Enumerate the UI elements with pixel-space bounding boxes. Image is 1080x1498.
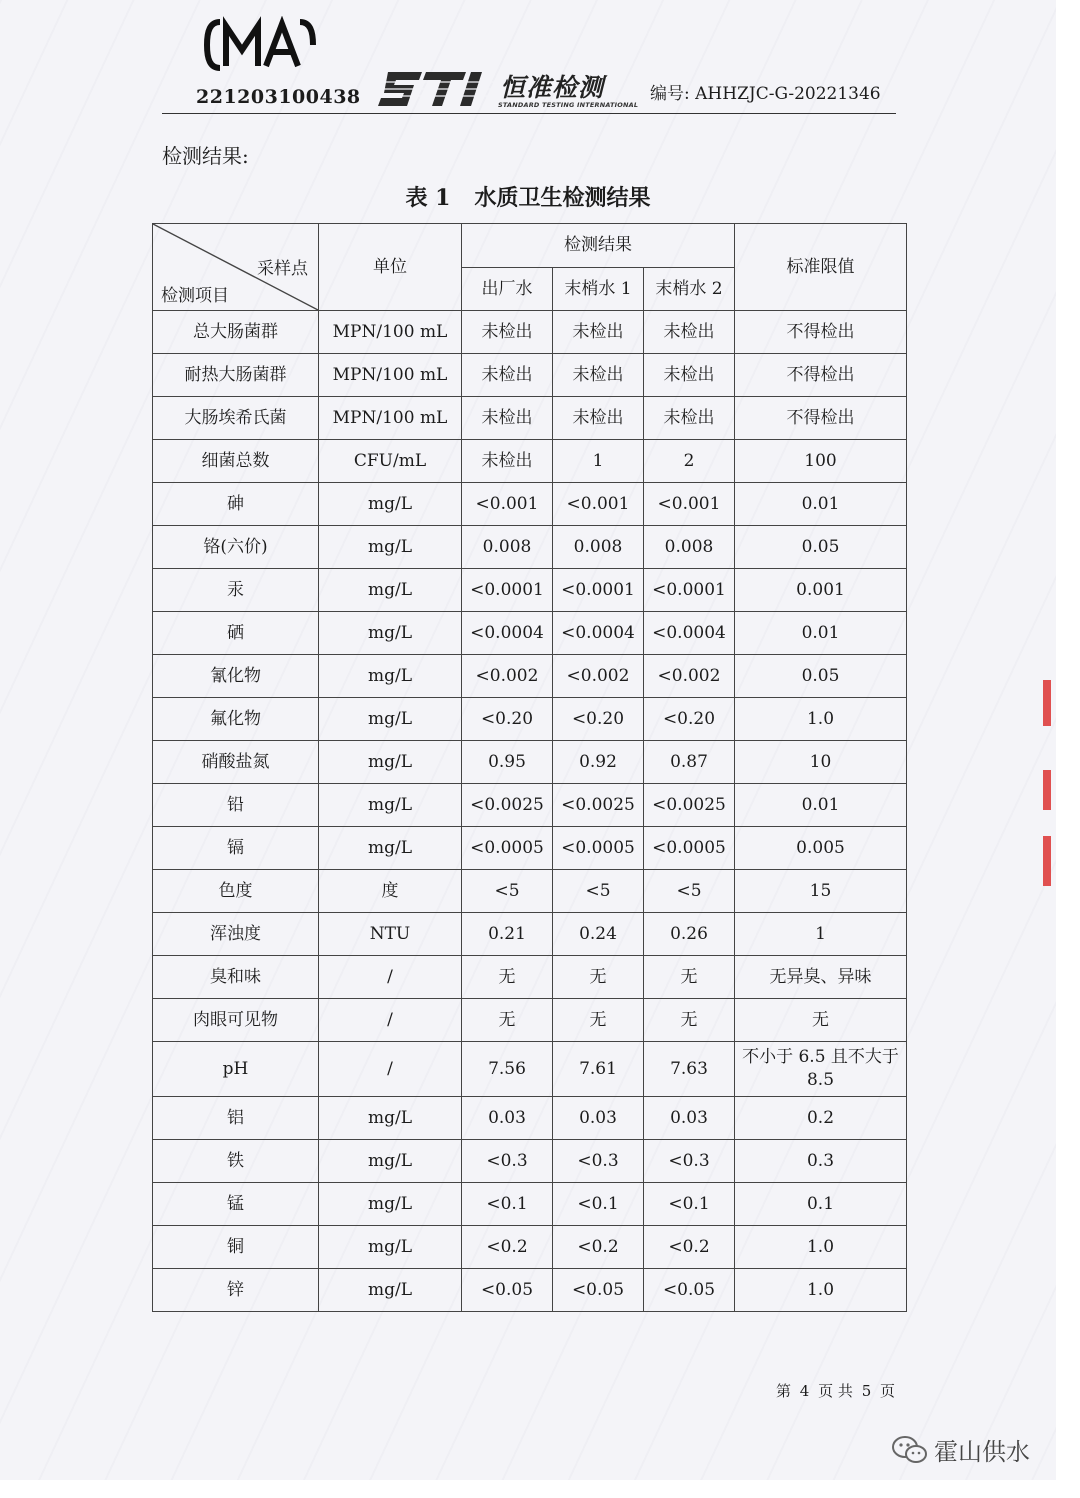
row-item: 总大肠菌群 (153, 311, 319, 354)
row-factory-value: 无 (462, 999, 553, 1042)
row-factory-value: 0.95 (462, 741, 553, 784)
cma-certificate-number: 221203100438 (196, 86, 361, 108)
row-tap1-value: 0.008 (553, 526, 644, 569)
red-stamp-edge (1043, 680, 1051, 726)
row-factory-value: <0.0001 (462, 569, 553, 612)
row-item: 氰化物 (153, 655, 319, 698)
row-factory-value: 0.03 (462, 1097, 553, 1140)
row-item: 锰 (153, 1183, 319, 1226)
row-item: 硒 (153, 612, 319, 655)
row-limit: 0.001 (735, 569, 907, 612)
row-item: 硝酸盐氮 (153, 741, 319, 784)
table-row (153, 999, 907, 1042)
row-unit: 度 (319, 870, 462, 913)
row-tap1-value: 1 (553, 440, 644, 483)
row-limit: 0.05 (735, 526, 907, 569)
row-tap1-value: <0.0004 (553, 612, 644, 655)
row-factory-value: 未检出 (462, 397, 553, 440)
row-tap2-value: <5 (644, 870, 735, 913)
row-item: 汞 (153, 569, 319, 612)
table-row (153, 1140, 907, 1183)
row-tap1-value: <0.002 (553, 655, 644, 698)
row-tap1-value: <0.0005 (553, 827, 644, 870)
row-tap1-value: <5 (553, 870, 644, 913)
row-tap2-value: 0.26 (644, 913, 735, 956)
table-row (153, 1269, 907, 1312)
row-unit: mg/L (319, 569, 462, 612)
row-factory-value: 无 (462, 956, 553, 999)
row-factory-value: <0.3 (462, 1140, 553, 1183)
row-factory-value: 0.21 (462, 913, 553, 956)
report-number (650, 79, 881, 104)
table-row (153, 1097, 907, 1140)
row-item: 锌 (153, 1269, 319, 1312)
table-row (153, 440, 907, 483)
row-item: 铬(六价) (153, 526, 319, 569)
row-tap2-value: 7.63 (644, 1042, 735, 1097)
row-unit: mg/L (319, 1097, 462, 1140)
row-unit: mg/L (319, 827, 462, 870)
table-row (153, 354, 907, 397)
row-tap2-value: <0.0004 (644, 612, 735, 655)
row-item: 铅 (153, 784, 319, 827)
row-unit: mg/L (319, 741, 462, 784)
row-tap2-value: <0.1 (644, 1183, 735, 1226)
page-current: 4 (799, 1382, 810, 1400)
row-factory-value: 0.008 (462, 526, 553, 569)
row-tap1-value: <0.3 (553, 1140, 644, 1183)
row-tap1-value: 无 (553, 956, 644, 999)
table-row (153, 1042, 907, 1097)
row-item: 大肠埃希氏菌 (153, 397, 319, 440)
row-unit: NTU (319, 913, 462, 956)
section-heading: 检测结果: (162, 144, 249, 168)
row-tap2-value: 无 (644, 956, 735, 999)
row-unit: mg/L (319, 483, 462, 526)
red-stamp-edge (1043, 770, 1051, 810)
row-item: 臭和味 (153, 956, 319, 999)
table-row (153, 569, 907, 612)
row-limit: 10 (735, 741, 907, 784)
row-limit: 1.0 (735, 1226, 907, 1269)
table-number: 表 1 (405, 185, 451, 211)
row-factory-value: <0.002 (462, 655, 553, 698)
sti-logo (378, 68, 494, 110)
wechat-watermark (892, 1432, 1030, 1467)
row-item: 铝 (153, 1097, 319, 1140)
header-test-item: 检测项目 (161, 286, 229, 307)
row-item: 镉 (153, 827, 319, 870)
row-tap2-value: 未检出 (644, 397, 735, 440)
table-row (153, 483, 907, 526)
row-limit: 0.1 (735, 1183, 907, 1226)
table-body (153, 311, 907, 1312)
header-sample-tap-2: 末梢水 2 (644, 268, 735, 311)
row-limit: 0.2 (735, 1097, 907, 1140)
row-tap1-value: 7.61 (553, 1042, 644, 1097)
row-tap2-value: <0.3 (644, 1140, 735, 1183)
row-tap1-value: 未检出 (553, 311, 644, 354)
row-tap2-value: <0.0025 (644, 784, 735, 827)
row-unit: / (319, 956, 462, 999)
row-factory-value: <0.20 (462, 698, 553, 741)
table-header (153, 224, 907, 311)
results-table (152, 223, 907, 1312)
row-tap1-value: <0.1 (553, 1183, 644, 1226)
row-unit: MPN/100 mL (319, 397, 462, 440)
row-limit: 100 (735, 440, 907, 483)
row-unit: mg/L (319, 784, 462, 827)
row-tap2-value: 0.03 (644, 1097, 735, 1140)
row-item: 耐热大肠菌群 (153, 354, 319, 397)
table-title (0, 181, 1056, 212)
row-factory-value: <5 (462, 870, 553, 913)
row-tap1-value: 0.03 (553, 1097, 644, 1140)
table-row (153, 870, 907, 913)
row-factory-value: 7.56 (462, 1042, 553, 1097)
row-limit: 1.0 (735, 698, 907, 741)
table-row (153, 827, 907, 870)
row-item: 铁 (153, 1140, 319, 1183)
header-sampling-point: 采样点 (257, 259, 308, 279)
row-tap1-value: <0.0001 (553, 569, 644, 612)
row-tap2-value: <0.002 (644, 655, 735, 698)
red-stamp-edge (1043, 836, 1051, 886)
row-limit: 0.005 (735, 827, 907, 870)
row-tap2-value: 2 (644, 440, 735, 483)
row-limit: 不得检出 (735, 354, 907, 397)
page-number (774, 1380, 897, 1401)
header-limit: 标准限值 (735, 224, 907, 311)
table-row (153, 741, 907, 784)
row-unit: mg/L (319, 1140, 462, 1183)
row-limit: 15 (735, 870, 907, 913)
row-unit: / (319, 999, 462, 1042)
row-tap2-value: 未检出 (644, 311, 735, 354)
row-factory-value: <0.05 (462, 1269, 553, 1312)
header-sample-tap-1: 末梢水 1 (553, 268, 644, 311)
cma-logo (204, 16, 316, 74)
row-limit: 0.05 (735, 655, 907, 698)
row-tap1-value: 未检出 (553, 397, 644, 440)
row-limit: 0.01 (735, 612, 907, 655)
row-tap2-value: 0.87 (644, 741, 735, 784)
row-unit: CFU/mL (319, 440, 462, 483)
row-factory-value: <0.0025 (462, 784, 553, 827)
report-number-value: AHHZJC-G-20221346 (695, 84, 881, 104)
brand-subtitle: STANDARD TESTING INTERNATIONAL (498, 101, 639, 109)
row-item: 肉眼可见物 (153, 999, 319, 1042)
row-factory-value: 未检出 (462, 440, 553, 483)
row-unit: mg/L (319, 698, 462, 741)
row-unit: mg/L (319, 1183, 462, 1226)
page-prefix: 第 (776, 1382, 792, 1400)
row-item: 铜 (153, 1226, 319, 1269)
row-unit: mg/L (319, 1226, 462, 1269)
row-factory-value: <0.0005 (462, 827, 553, 870)
row-limit: 无异臭、异味 (735, 956, 907, 999)
table-row (153, 526, 907, 569)
table-row (153, 698, 907, 741)
row-item: 细菌总数 (153, 440, 319, 483)
table-row (153, 784, 907, 827)
row-factory-value: <0.2 (462, 1226, 553, 1269)
page-suffix: 页 (880, 1382, 896, 1400)
header-unit: 单位 (319, 224, 462, 311)
row-item: 色度 (153, 870, 319, 913)
row-tap1-value: <0.05 (553, 1269, 644, 1312)
header-corner-cell (153, 224, 319, 311)
row-tap2-value: <0.20 (644, 698, 735, 741)
table-row (153, 397, 907, 440)
header-divider (162, 113, 896, 114)
row-limit: 不得检出 (735, 311, 907, 354)
table-row (153, 655, 907, 698)
header-sample-factory: 出厂水 (462, 268, 553, 311)
table-row (153, 1183, 907, 1226)
header-results-group: 检测结果 (462, 224, 735, 268)
row-unit: / (319, 1042, 462, 1097)
row-item: 氟化物 (153, 698, 319, 741)
row-limit: 0.01 (735, 784, 907, 827)
row-limit: 0.3 (735, 1140, 907, 1183)
table-row (153, 913, 907, 956)
row-tap2-value: <0.05 (644, 1269, 735, 1312)
row-item: pH (153, 1042, 319, 1097)
wechat-icon (892, 1435, 928, 1465)
table-title-text: 水质卫生检测结果 (474, 185, 651, 211)
table-row (153, 956, 907, 999)
table-row (153, 612, 907, 655)
row-limit: 不小于 6.5 且不大于 8.5 (735, 1042, 907, 1097)
row-tap1-value: 0.92 (553, 741, 644, 784)
row-factory-value: 未检出 (462, 311, 553, 354)
row-item: 浑浊度 (153, 913, 319, 956)
row-limit: 不得检出 (735, 397, 907, 440)
row-factory-value: 未检出 (462, 354, 553, 397)
row-limit: 无 (735, 999, 907, 1042)
row-tap2-value: <0.0001 (644, 569, 735, 612)
row-tap2-value: 未检出 (644, 354, 735, 397)
row-tap1-value: 未检出 (553, 354, 644, 397)
row-limit: 1 (735, 913, 907, 956)
row-tap2-value: <0.2 (644, 1226, 735, 1269)
row-tap1-value: <0.2 (553, 1226, 644, 1269)
row-tap1-value: 0.24 (553, 913, 644, 956)
row-tap2-value: <0.001 (644, 483, 735, 526)
page-middle: 页 共 (818, 1382, 853, 1400)
row-tap2-value: <0.0005 (644, 827, 735, 870)
row-unit: MPN/100 mL (319, 311, 462, 354)
report-number-label: 编号: (650, 84, 690, 104)
row-tap1-value: <0.0025 (553, 784, 644, 827)
row-limit: 0.01 (735, 483, 907, 526)
row-unit: mg/L (319, 1269, 462, 1312)
row-tap1-value: <0.20 (553, 698, 644, 741)
row-item: 砷 (153, 483, 319, 526)
row-unit: mg/L (319, 655, 462, 698)
page-total: 5 (861, 1382, 872, 1400)
row-tap2-value: 0.008 (644, 526, 735, 569)
row-unit: mg/L (319, 526, 462, 569)
watermark-label: 霍山供水 (934, 1438, 1030, 1466)
row-factory-value: <0.0004 (462, 612, 553, 655)
row-factory-value: <0.1 (462, 1183, 553, 1226)
brand-name: 恒准检测 (500, 73, 605, 102)
row-unit: MPN/100 mL (319, 354, 462, 397)
row-limit: 1.0 (735, 1269, 907, 1312)
row-tap2-value: 无 (644, 999, 735, 1042)
table-row (153, 1226, 907, 1269)
row-factory-value: <0.001 (462, 483, 553, 526)
row-tap1-value: 无 (553, 999, 644, 1042)
row-unit: mg/L (319, 612, 462, 655)
row-tap1-value: <0.001 (553, 483, 644, 526)
table-row (153, 311, 907, 354)
